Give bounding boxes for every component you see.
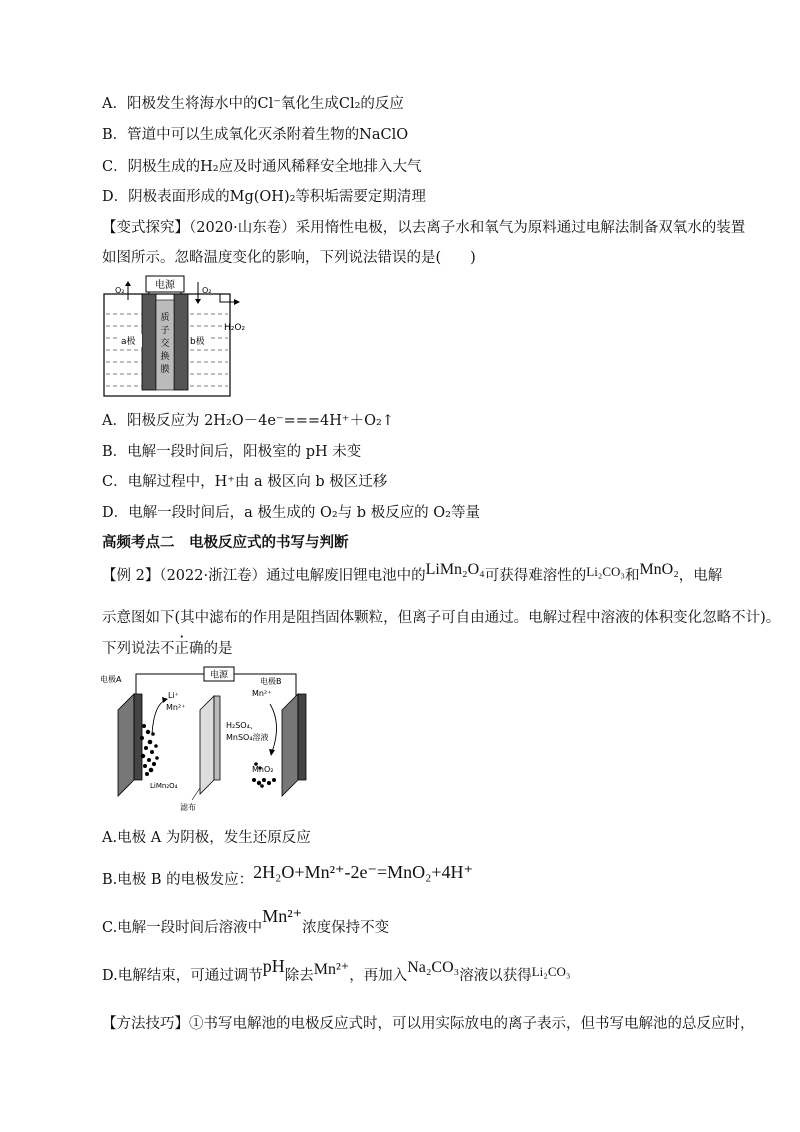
method-tip: 【方法技巧】①书写电解池的电极反应式时，可以用实际放电的离子表示，但书写电解池的总反应时， xyxy=(102,1016,755,1032)
q1-option-b: B．管道中可以生成氧化灭杀附着生物的NaClO xyxy=(102,127,409,143)
li-ion-label: Li⁺ xyxy=(168,691,179,700)
o2-left-label: O₂ xyxy=(115,286,125,295)
mno2-label: MnO₂ xyxy=(252,765,274,774)
example2-text-4: ，电解 xyxy=(678,568,723,584)
mn-ion-left-label: Mn²⁺ xyxy=(166,703,186,712)
membrane-char-4: 换 xyxy=(160,352,170,362)
solution-label-2: MnSO₄溶液 xyxy=(226,733,269,742)
electrode-b-label: b极 xyxy=(190,337,205,347)
variant-option-d: D．电解一段时间后，a 极生成的 O₂与 b 极反应的 O₂等量 xyxy=(102,505,480,521)
option-c-formula: Mn²⁺ xyxy=(262,906,303,926)
emphasis-not-correct: 不正确 xyxy=(160,641,204,657)
example2-option-c xyxy=(102,906,390,938)
variant-option-b: B．电解一段时间后，阳极室的 pH 未变 xyxy=(102,444,362,460)
membrane-char-5: 膜 xyxy=(160,365,170,375)
option-b-equation: 2H₂O+Mn²⁺-2e⁻=MnO₂+4H⁺ xyxy=(253,862,474,882)
membrane-char-1: 质 xyxy=(160,313,170,323)
example2-text-1: 【例 2】（2022·浙江卷）通过电解废旧锂电池中的 xyxy=(102,568,426,584)
variant-option-c: C．电解过程中，H⁺由 a 极区向 b 极区迁移 xyxy=(102,474,388,490)
electrode-a-label: a极 xyxy=(121,337,136,347)
q1-option-c: C．阴极生成的H₂应及时通风稀释安全地排入大气 xyxy=(102,159,422,175)
example2-line-3 xyxy=(102,639,233,659)
membrane-char-3: 交 xyxy=(160,339,170,349)
solution-label-1: H₂SO₄、 xyxy=(226,721,258,730)
formula-limn2o4: LiMn₂O₄ xyxy=(425,561,485,578)
option-c-text-1: C.电解一段时间后溶液中 xyxy=(102,920,263,936)
variant-line-1: 【变式探究】（2020·山东卷）采用惰性电极，以去离子水和氧气为原料通过电解法制备双氧水的装置 xyxy=(102,220,746,236)
h2o2-label: H₂O₂ xyxy=(224,323,246,333)
power-label: 电源 xyxy=(155,280,175,291)
example2-text-6: 的是 xyxy=(203,641,233,657)
option-d-text-4: 溶液以获得 xyxy=(459,968,532,984)
example2-option-b xyxy=(102,862,474,890)
example2-line-2: 示意图如下(其中滤布的作用是阻挡固体颗粒，但离子可自由通过。电解过程中溶液的体积变化忽略不计)。 xyxy=(102,610,781,626)
example2-text-2: 可获得难溶性的 xyxy=(484,568,587,584)
example2-text-5: 下列说法 xyxy=(102,641,160,657)
option-d-ph: pH xyxy=(262,956,285,976)
option-d-text-3: ，再加入 xyxy=(349,968,408,984)
membrane-char-2: 子 xyxy=(160,326,170,336)
variant-line-2: 如图所示。忽略温度变化的影响，下列说法错误的是( ) xyxy=(102,250,476,266)
o2-right-label: O₂ xyxy=(202,286,212,295)
figure-battery-electrolysis xyxy=(96,664,336,814)
power-label-2: 电源 xyxy=(209,670,229,681)
section-title: 高频考点二 电极反应式的书写与判断 xyxy=(102,535,349,551)
electrode-a-label-2: 电极A xyxy=(100,675,122,684)
q1-option-d: D．阴极表面形成的Mg(OH)₂等积垢需要定期清理 xyxy=(102,189,426,205)
option-d-text-1: D.电解结束，可通过调节 xyxy=(102,968,263,984)
filter-cloth-label: 滤布 xyxy=(180,803,196,812)
figure-electrolysis-cell xyxy=(100,272,260,400)
formula-li2co3: Li₂CO₃ xyxy=(586,564,625,579)
variant-option-a: A．阳极反应为 2H₂O－4e⁻===4H⁺＋O₂↑ xyxy=(102,413,394,429)
option-d-na2co3: Na₂CO₃ xyxy=(407,959,460,976)
mn-ion-right-label: Mn²⁺ xyxy=(252,689,272,698)
example2-option-a: A.电极 A 为阴极，发生还原反应 xyxy=(102,830,311,846)
option-d-li2co3: Li₂CO₃ xyxy=(531,964,571,979)
example2-option-d xyxy=(102,956,571,986)
example2-text-3: 和 xyxy=(624,568,640,584)
option-d-mn: Mn²⁺ xyxy=(313,961,350,978)
formula-mno2: MnO₂ xyxy=(639,561,679,578)
example2-line-1 xyxy=(102,561,723,586)
option-c-text-2: 浓度保持不变 xyxy=(302,920,390,936)
electrode-b-label-2: 电极B xyxy=(260,677,282,686)
limn2o4-label: LiMn₂O₄ xyxy=(150,782,178,790)
option-d-text-2: 除去 xyxy=(284,968,314,984)
option-b-text: B.电极 B 的电极发应： xyxy=(102,872,254,888)
q1-option-a: A．阳极发生将海水中的Cl⁻氧化生成Cl₂的反应 xyxy=(102,96,404,112)
